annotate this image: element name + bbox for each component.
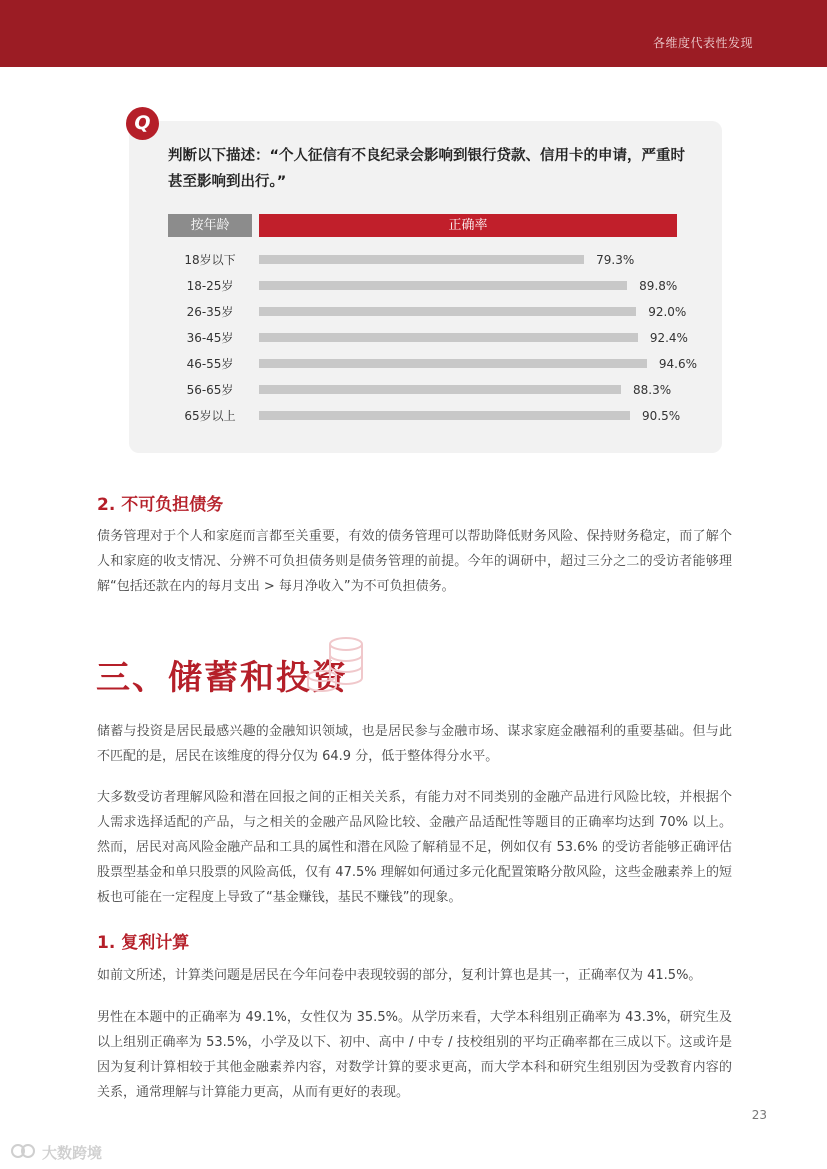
coin-stack-icon [300,632,370,696]
savings-paragraph-1: 储蓄与投资是居民最感兴趣的金融知识领域，也是居民参与金融市场、谋求家庭金融福利的重要基础。但与此不匹配的是，居民在该维度的得分仅为 64.9 分，低于整体得分水平。 [97,724,732,764]
top-banner [0,0,827,67]
age-group-label: 65岁以上 [184,409,236,423]
chart-row [168,276,688,296]
savings-paragraph-2: 大多数受访者理解风险和潜在回报之间的正相关关系，有能力对不同类别的金融产品进行风险比较，并根据个人需求选择适配的产品，与之相关的金融产品风险比较、金融产品适配性等题目的正确率均达到 70% 以上。然而，居民对高风险金融产品和工具的属性和潜在风险了解稍显不足，例如仅有 53.6% 的受访者能够正确评估股票型基金和单只股票的风险高低，仅有 47.5% 理解如何通过多元化配置策略分散风险，这些金融素养上的短板也可能在一定程度上导致了“基金赚钱，基民不赚钱”的现象。 [97,790,732,905]
accuracy-value-label: 90.5% [642,409,681,423]
age-group-label: 18岁以下 [184,253,236,267]
accuracy-bar [259,333,638,342]
accuracy-value-label: 94.6% [658,357,697,371]
accuracy-value-label: 89.8% [639,279,678,293]
watermark [8,1140,128,1164]
column-header-age: 按年龄 [168,214,252,237]
chart-row [168,302,688,322]
question-text: 判断以下描述：“个人征信有不良纪录会影响到银行贷款、信用卡的申请，严重时甚至影响到出行。” [168,148,686,190]
accuracy-bar [259,359,647,368]
chart-row [168,354,697,374]
chart-row [168,250,688,270]
age-group-label: 18-25岁 [186,279,234,293]
accuracy-bar [259,307,636,316]
compound-paragraph-2: 男性在本题中的正确率为 49.1%，女性仅为 35.5%。从学历来看，大学本科组别正确率为 43.3%，研究生及以上组别正确率为 53.5%，小学及以下、初中、高中 / 中专 / 技校组别的平均正确率都在三成以下。这或许是因为复利计算相较于其他金融素养内容，对数学计算的要求更高，而大学本科和研究生组别因为受教育内容的关系，通常理解与计算能力更高，从而有更好的表现。 [97,1010,732,1100]
age-group-label: 46-55岁 [186,357,234,371]
page-number: 23 [751,1108,767,1122]
age-group-label: 56-65岁 [186,383,234,397]
accuracy-bar [259,411,630,420]
debt-paragraph: 债务管理对于个人和家庭而言都至关重要，有效的债务管理可以帮助降低财务风险、保持财务稳定，而了解个人和家庭的收支情况、分辨不可负担债务则是债务管理的前提。今年的调研中，超过三分之二的受访者能够理解“包括还款在内的每月支出 > 每月净收入”为不可负担债务。 [97,529,732,594]
accuracy-bar [259,255,584,264]
accuracy-bar [259,385,621,394]
accuracy-value-label: 92.0% [648,305,687,319]
watermark-text: 大数跨境 [42,1144,103,1162]
accuracy-value-label: 92.4% [649,331,688,345]
column-header-rate: 正确率 [259,214,677,237]
chart-row [168,328,688,348]
chart-row [168,406,688,426]
accuracy-value-label: 88.3% [633,383,672,397]
accuracy-value-label: 79.3% [596,253,635,267]
compound-section-title: 1. 复利计算 [97,933,190,953]
section-label: 各维度代表性发现 [652,36,753,50]
question-badge: Q [126,107,159,140]
accuracy-bar [259,281,627,290]
chart-row [168,380,688,400]
debt-section-title: 2. 不可负担债务 [97,495,224,515]
age-group-label: 36-45岁 [186,331,234,345]
compound-paragraph-1: 如前文所述，计算类问题是居民在今年问卷中表现较弱的部分，复利计算也是其一，正确率仅为 41.5%。 [97,968,702,983]
savings-chapter-title: 三、储蓄和投资 [96,658,348,698]
age-group-label: 26-35岁 [186,305,234,319]
watermark-logo-icon [8,1140,38,1162]
